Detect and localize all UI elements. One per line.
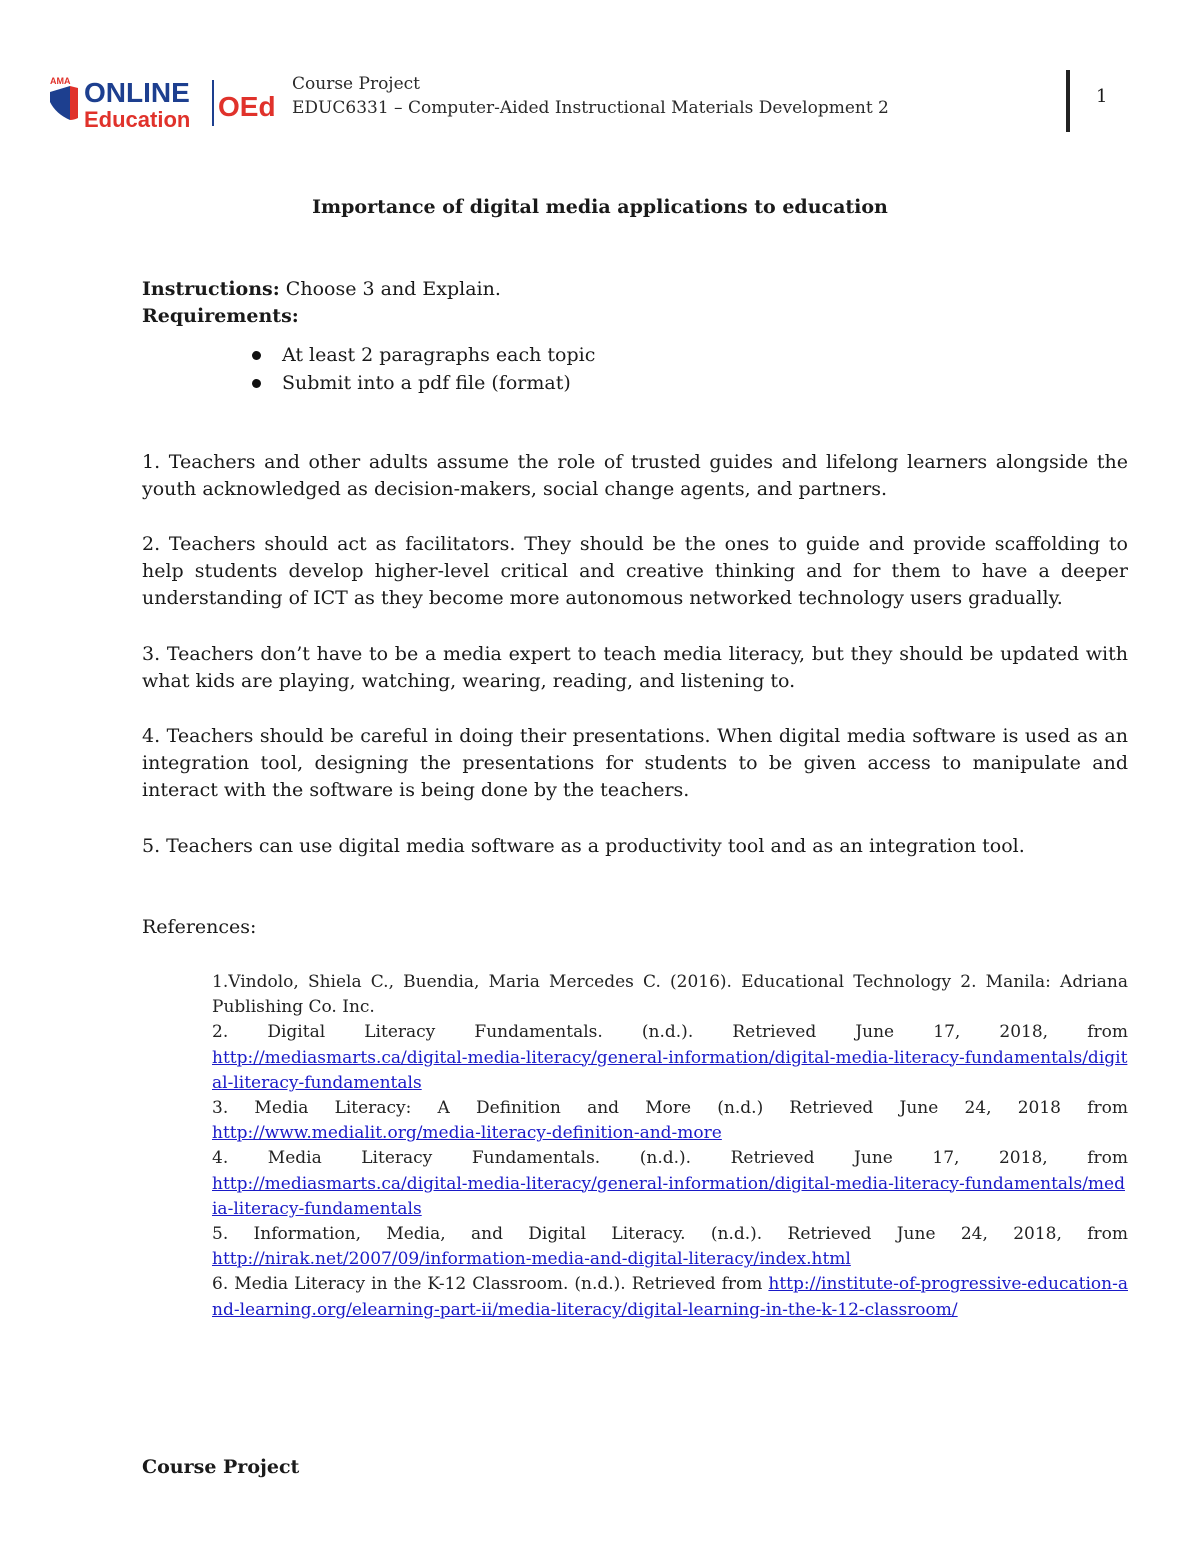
list-item: Submit into a pdf file (format) — [250, 369, 595, 397]
references-list — [212, 970, 1128, 1323]
document-title: Importance of digital media applications to education — [312, 196, 888, 218]
reference-item — [212, 1272, 1128, 1322]
reference-item — [212, 1096, 1128, 1146]
reference-item — [212, 970, 1128, 1020]
logo-ama-text: AMA — [50, 76, 71, 86]
reference-link[interactable]: http://mediasmarts.ca/digital-media-literacy/general-information/digital-media-literacy-fundamentals/digital-literacy-fundamentals — [212, 1047, 1128, 1093]
item-5: 5. Teachers can use digital media software as a productivity tool and as an integration tool. — [142, 835, 1025, 857]
reference-link[interactable]: http://nirak.net/2007/09/information-media-and-digital-literacy/index.html — [212, 1249, 851, 1270]
page-number: 1 — [1096, 86, 1108, 107]
reference-text: 3. Media Literacy: A Definition and More (n.d.) Retrieved June 24, 2018 from — [212, 1098, 1128, 1119]
list-item: At least 2 paragraphs each topic — [250, 341, 595, 369]
reference-text: 4. Media Literacy Fundamentals. (n.d.). Retrieved June 17, 2018, from — [212, 1148, 1128, 1169]
reference-item — [212, 1222, 1128, 1272]
reference-link[interactable]: http://institute-of-progressive-education-and-learning.org/elearning-part-ii/media-literacy/digital-learning-in-the-k-12-classroom/ — [212, 1274, 1128, 1320]
reference-text: 6. Media Literacy in the K-12 Classroom. (n.d.). Retrieved from — [212, 1274, 763, 1295]
item-1: 1. Teachers and other adults assume the role of trusted guides and lifelong learners alongside the youth acknowledged as decision-makers, social change agents, and partners. — [142, 451, 1128, 500]
header-course-project: Course Project — [292, 74, 420, 94]
requirements-list — [250, 341, 595, 397]
instructions-text: Choose 3 and Explain. — [279, 278, 501, 300]
reference-text: 1.Vindolo, Shiela C., Buendia, Maria Mercedes C. (2016). Educational Technology 2. Manila: Adriana Publishing Co. Inc. — [212, 972, 1128, 1018]
item-4: 4. Teachers should be careful in doing their presentations. When digital media software is used as an integration tool, designing the presentations for students to be given access to manipulate and interact with the software is being done by the teachers. — [142, 725, 1128, 801]
reference-link[interactable]: http://www.medialit.org/media-literacy-definition-and-more — [212, 1123, 722, 1144]
reference-text: 5. Information, Media, and Digital Literacy. (n.d.). Retrieved June 24, 2018, from — [212, 1224, 1128, 1245]
requirements-label: Requirements: — [142, 305, 299, 327]
online-education-logo — [46, 74, 276, 132]
header-text — [292, 72, 889, 120]
reference-item — [212, 1020, 1128, 1096]
footer-course-project: Course Project — [142, 1456, 300, 1478]
header-divider — [1066, 70, 1070, 132]
logo-education-text: Education — [84, 107, 191, 132]
reference-item — [212, 1146, 1128, 1222]
instructions-block — [142, 276, 501, 330]
instructions-label: Instructions: — [142, 278, 280, 300]
item-3: 3. Teachers don’t have to be a media expert to teach media literacy, but they should be updated with what kids are playing, watching, wearing, reading, and listening to. — [142, 643, 1128, 692]
reference-link[interactable]: http://mediasmarts.ca/digital-media-literacy/general-information/digital-media-literacy-fundamentals/media-literacy-fundamentals — [212, 1173, 1125, 1219]
item-2: 2. Teachers should act as facilitators. They should be the ones to guide and provide scaffolding to help students develop higher-level critical and creative thinking and for them to have a deeper understanding of ICT as they become more autonomous networked technology users gradually. — [142, 533, 1128, 609]
references-label: References: — [142, 916, 257, 938]
header-course-title: EDUC6331 – Computer-Aided Instructional Materials Development 2 — [292, 98, 889, 118]
logo-oed-text: OEd — [218, 91, 276, 122]
logo-online-text: ONLINE — [84, 77, 190, 108]
reference-text: 2. Digital Literacy Fundamentals. (n.d.). Retrieved June 17, 2018, from — [212, 1022, 1128, 1043]
